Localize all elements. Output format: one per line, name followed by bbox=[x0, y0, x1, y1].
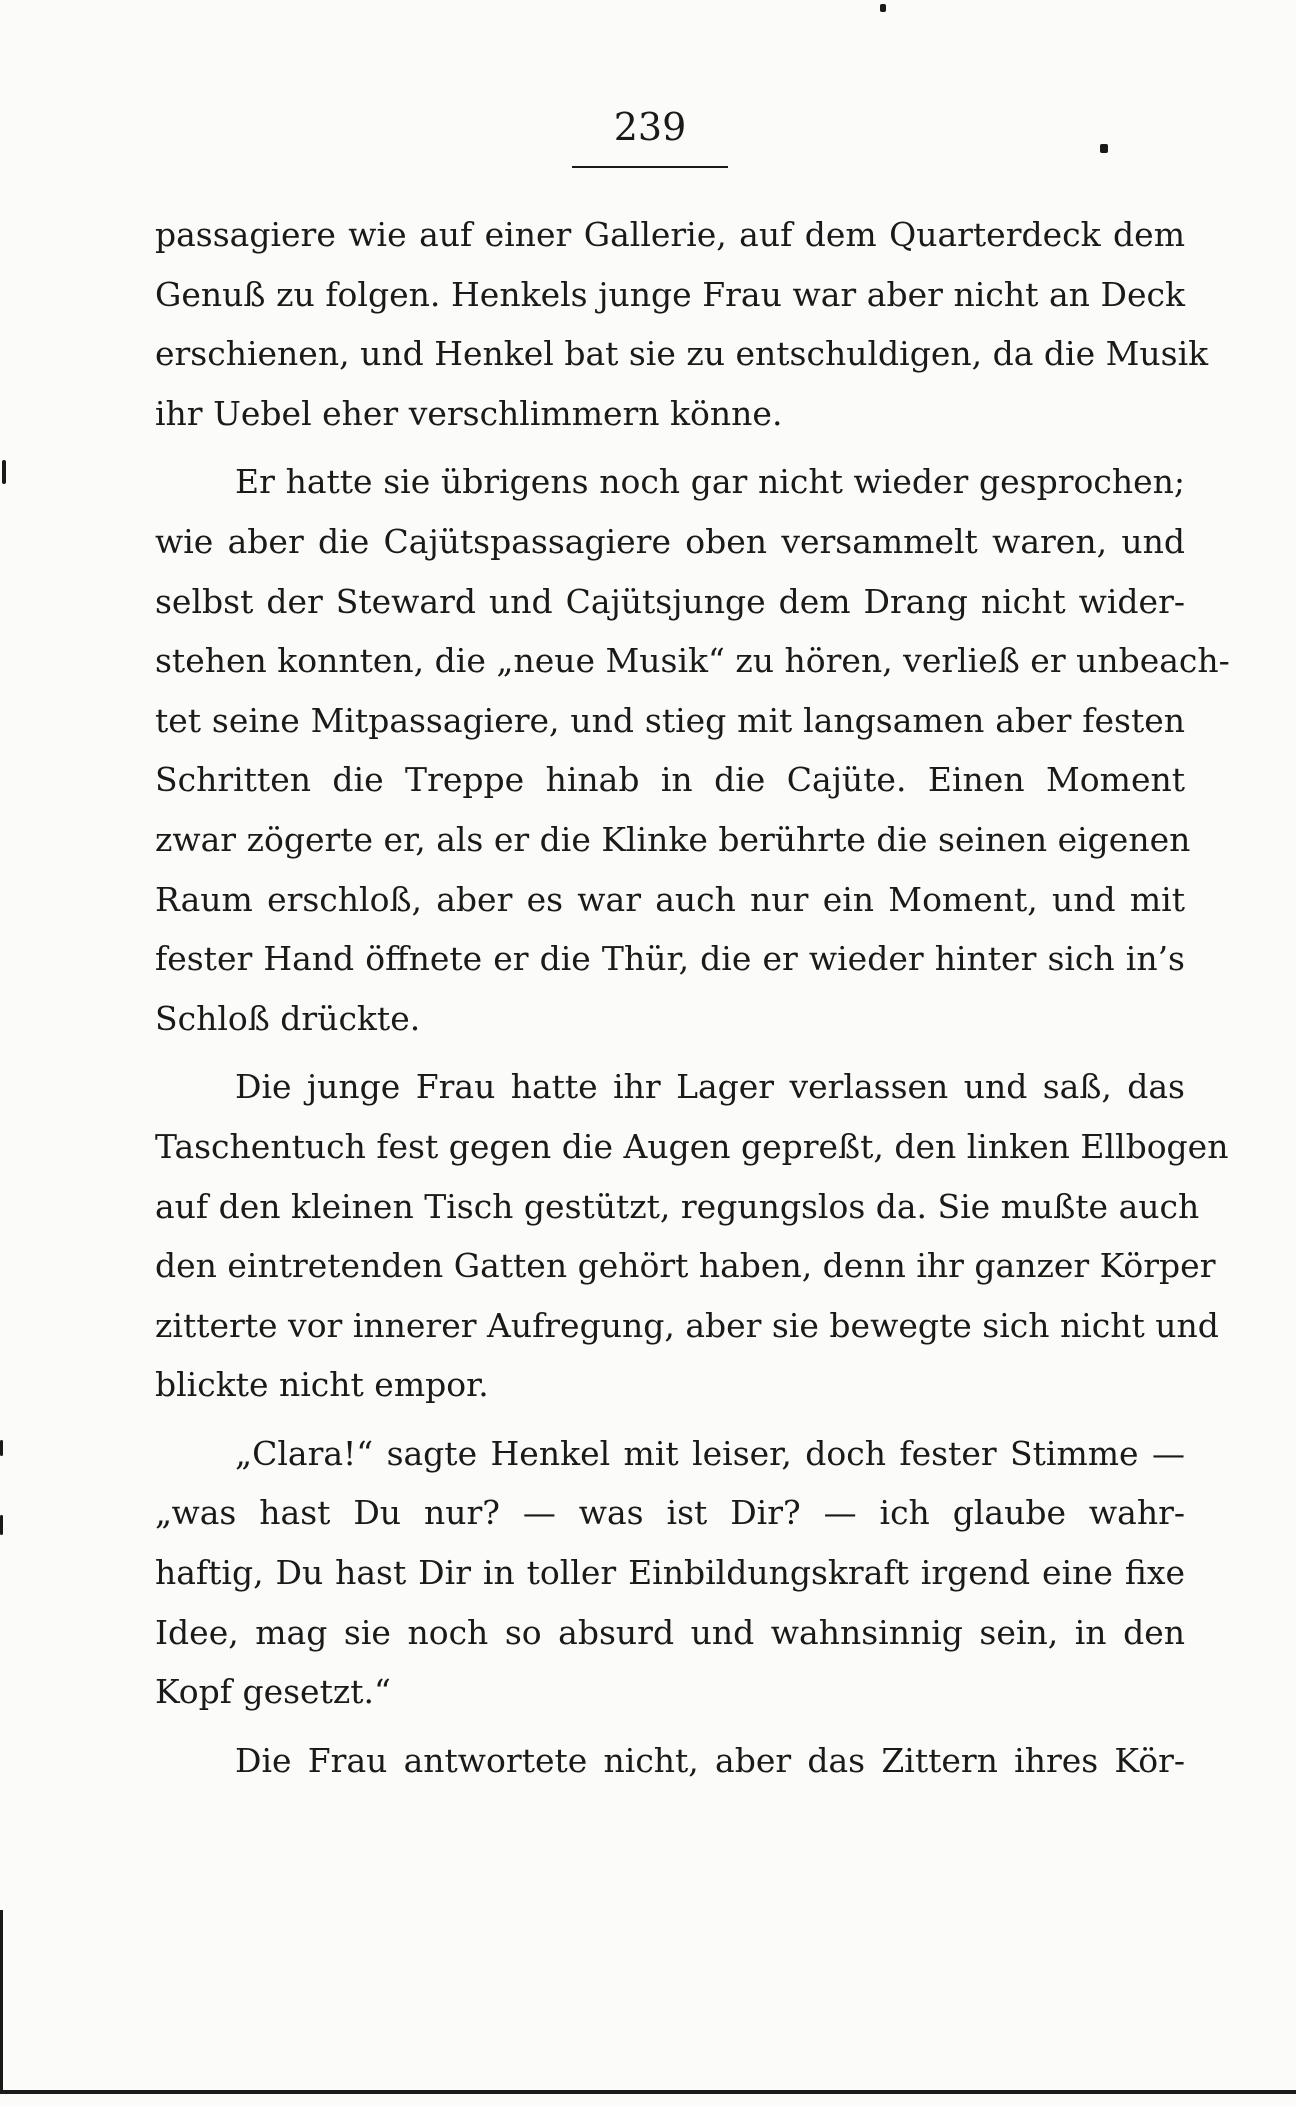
text-line: haftig, Du hast Dir in toller Einbildungskraft irgend eine fixe bbox=[155, 1553, 1185, 1593]
ink-speck bbox=[2, 460, 6, 484]
text-line: fester Hand öffnete er die Thür, die er wieder hinter sich in’s bbox=[155, 939, 1185, 979]
paragraph-3 bbox=[155, 1057, 1229, 1415]
text-line: Raum erschloß, aber es war auch nur ein Moment, und mit bbox=[155, 879, 1185, 919]
page-edge-left bbox=[0, 1910, 3, 2094]
text-line: Schloß drückte. bbox=[155, 998, 421, 1038]
text-line: „Clara!“ sagte Henkel mit leiser, doch fester Stimme — bbox=[235, 1433, 1185, 1473]
paragraph-2 bbox=[155, 452, 1230, 1048]
text-line: wie aber die Cajütspassagiere oben versammelt waren, und bbox=[155, 521, 1185, 561]
text-line: ihr Uebel eher verschlimmern könne. bbox=[155, 393, 783, 433]
ink-speck bbox=[0, 1515, 3, 1535]
text-line: blickte nicht empor. bbox=[155, 1365, 489, 1405]
text-line: tet seine Mitpassagiere, und stieg mit langsamen aber festen bbox=[155, 700, 1185, 740]
text-line: Die junge Frau hatte ihr Lager verlassen und saß, das bbox=[235, 1067, 1185, 1107]
text-line: selbst der Steward und Cajütsjunge dem Drang nicht wider- bbox=[155, 581, 1185, 621]
text-line: zitterte vor innerer Aufregung, aber sie bewegte sich nicht und bbox=[155, 1305, 1219, 1345]
text-line: Er hatte sie übrigens noch gar nicht wieder gesprochen; bbox=[235, 462, 1185, 502]
paragraph-1 bbox=[155, 205, 1209, 443]
text-line: auf den kleinen Tisch gestützt, regungslos da. Sie mußte auch bbox=[155, 1186, 1200, 1226]
text-line: Taschentuch fest gegen die Augen gepreßt, den linken Ellbogen bbox=[155, 1126, 1229, 1166]
ink-speck bbox=[0, 1440, 3, 1456]
page-edge-bottom bbox=[0, 2090, 1296, 2094]
text-line: Kopf gesetzt.“ bbox=[155, 1672, 391, 1712]
header-rule bbox=[572, 166, 728, 168]
text-line: erschienen, und Henkel bat sie zu entschuldigen, da die Musik bbox=[155, 334, 1209, 374]
text-line: Idee, mag sie noch so absurd und wahnsinnig sein, in den bbox=[155, 1612, 1185, 1652]
text-line: den eintretenden Gatten gehört haben, denn ihr ganzer Körper bbox=[155, 1246, 1216, 1286]
text-line: Schritten die Treppe hinab in die Cajüte. Einen Moment bbox=[155, 760, 1185, 800]
text-line: zwar zögerte er, als er die Klinke berührte die seinen eigenen bbox=[155, 819, 1191, 859]
ink-speck bbox=[1100, 144, 1108, 153]
text-line: Genuß zu folgen. Henkels junge Frau war aber nicht an Deck bbox=[155, 274, 1185, 314]
text-line: stehen konnten, die „neue Musik“ zu hören, verließ er unbeach- bbox=[155, 641, 1230, 681]
text-line: Die Frau antwortete nicht, aber das Zittern ihres Kör- bbox=[235, 1740, 1185, 1780]
body-text bbox=[155, 205, 1230, 1799]
paragraph-5 bbox=[155, 1731, 1185, 1791]
text-line: passagiere wie auf einer Gallerie, auf dem Quarterdeck dem bbox=[155, 215, 1185, 254]
ink-speck bbox=[880, 4, 886, 12]
page-number: 239 bbox=[613, 105, 687, 149]
text-line: „was hast Du nur? — was ist Dir? — ich glaube wahr- bbox=[155, 1493, 1185, 1533]
paragraph-4 bbox=[155, 1424, 1185, 1722]
